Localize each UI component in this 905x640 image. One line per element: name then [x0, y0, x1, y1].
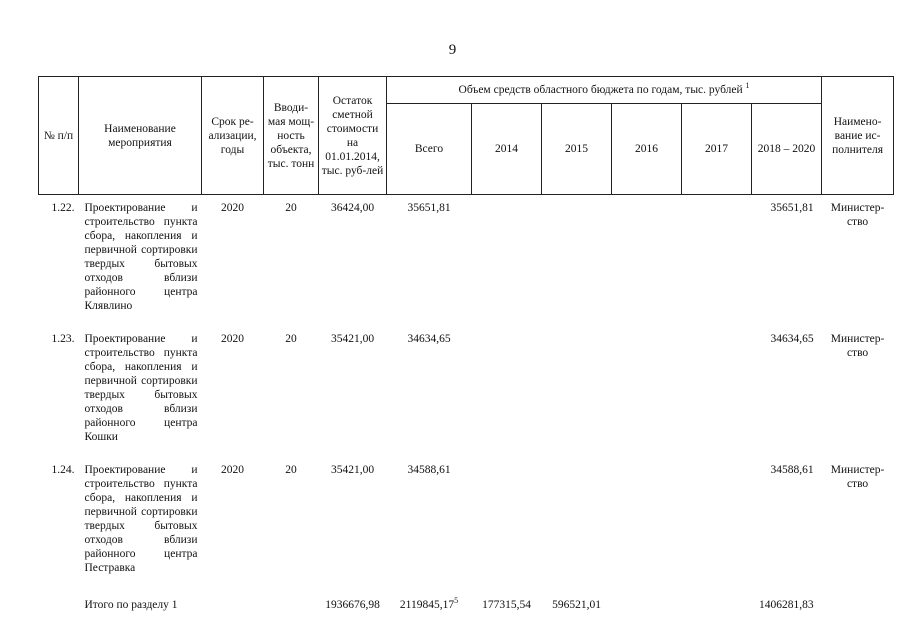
budget-table [38, 76, 894, 613]
row-total: 34588,61 [407, 464, 451, 476]
header-2016: 2016 [612, 104, 682, 195]
row-2014 [472, 195, 542, 327]
row-2017 [682, 457, 752, 588]
row-capacity: 20 [285, 333, 297, 345]
row-total: 34634,65 [407, 333, 451, 345]
row-2016 [612, 326, 682, 457]
total-row-remainder: 1936676,98 [325, 599, 380, 611]
header-number: № п/п [39, 77, 79, 195]
header-capacity: Вводи-мая мощ-ность объекта, тыс. тонн [264, 77, 319, 195]
row-2017 [682, 326, 752, 457]
table-header [39, 77, 894, 195]
total-row [39, 588, 894, 613]
row-2016 [612, 195, 682, 327]
row-2014 [472, 326, 542, 457]
row-2018-2020: 34634,65 [770, 333, 814, 345]
total-row-2015: 596521,01 [552, 599, 601, 611]
header-budget-group-label: Объем средств областного бюджета по годам, тыс. рублей [458, 84, 743, 96]
row-name: Проектирование и строительство пункта сбора, накопления и первичной сортировки твердых бытовых отходов вблизи районного центра Кошки [84, 333, 198, 443]
total-row-2017 [682, 588, 752, 613]
row-remainder: 36424,00 [330, 202, 375, 214]
row-remainder: 35421,00 [330, 464, 375, 476]
row-2015 [542, 195, 612, 327]
page-number: 9 [448, 42, 457, 58]
header-2015: 2015 [542, 104, 612, 195]
header-name: Наименование мероприятия [79, 77, 202, 195]
total-row-2018-2020: 1406281,83 [758, 599, 814, 611]
header-2018-2020: 2018 – 2020 [752, 104, 822, 195]
table-row [39, 195, 894, 327]
table-row [39, 326, 894, 457]
row-capacity: 20 [285, 464, 297, 476]
row-term: 2020 [221, 464, 244, 476]
header-executor: Наимено-вание ис-полнителя [822, 77, 894, 195]
total-row-2016 [612, 588, 682, 613]
table-row [39, 457, 894, 588]
row-2015 [542, 457, 612, 588]
row-executor: Министер-ство [830, 464, 885, 490]
row-2018-2020: 34588,61 [770, 464, 814, 476]
row-executor: Министер-ство [830, 333, 885, 359]
total-row-total: 2119845,17 [399, 599, 455, 611]
row-capacity: 20 [285, 202, 297, 214]
row-executor: Министер-ство [830, 202, 885, 228]
row-total: 35651,81 [407, 202, 451, 214]
row-remainder: 35421,00 [330, 333, 375, 345]
row-number: 1.23. [51, 333, 75, 345]
row-2016 [612, 457, 682, 588]
header-budget-group [387, 77, 822, 104]
header-term: Срок ре-ализации, годы [202, 77, 264, 195]
row-2017 [682, 195, 752, 327]
header-remainder: Остаток сметной стоимости на 01.01.2014, тыс. руб-лей [319, 77, 387, 195]
total-row-label: Итого по разделу 1 [84, 599, 178, 611]
total-row-2014: 177315,54 [482, 599, 531, 611]
row-name: Проектирование и строительство пункта сбора, накопления и первичной сортировки твердых бытовых отходов вблизи районного центра Пестравка [84, 464, 198, 574]
header-total: Всего [387, 104, 472, 195]
row-2015 [542, 326, 612, 457]
row-2014 [472, 457, 542, 588]
header-2017: 2017 [682, 104, 752, 195]
row-term: 2020 [221, 202, 244, 214]
total-row-total-cell [387, 588, 472, 613]
total-row-total-note: 5 [454, 596, 459, 606]
row-number: 1.24. [51, 464, 75, 476]
row-2018-2020: 35651,81 [770, 202, 814, 214]
header-budget-group-note: 1 [745, 81, 750, 91]
total-row-executor [822, 588, 894, 613]
header-2014: 2014 [472, 104, 542, 195]
row-term: 2020 [221, 333, 244, 345]
row-number: 1.22. [51, 202, 75, 214]
table-body [39, 195, 894, 614]
total-row-blank [39, 588, 79, 613]
row-name: Проектирование и строительство пункта сбора, накопления и первичной сортировки твердых бытовых отходов вблизи районного центра Клявлино [84, 202, 198, 312]
